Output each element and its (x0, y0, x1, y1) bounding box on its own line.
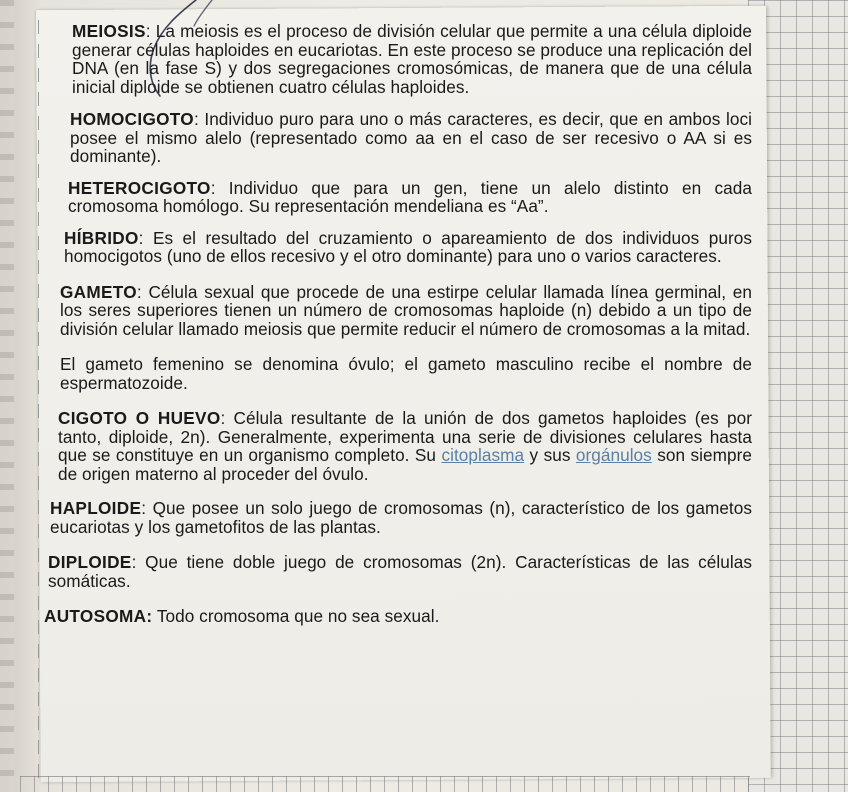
definition-haploide-text: : Que posee un solo juego de cromosomas (n), característico de los gametos eucariotas y los gametofitos de las plantas. (50, 498, 752, 537)
definition-hibrido-text: : Es el resultado del cruzamiento o apareamiento de dos individuos puros homocigotos (uno de ellos recesivo y el otro dominante) para uno o varios caracteres. (64, 227, 752, 266)
definition-gameto-text: : Célula sexual que procede de una estirpe celular llamada línea germinal, en los seres superiores tienen un número de cromosomas haploide (n) debido a un tipo de división celular llamado meiosis que permite reducir el número de cromosomas a la mitad. (60, 281, 752, 339)
link-citoplasma[interactable]: citoplasma (441, 445, 525, 465)
definition-diploide (48, 553, 752, 590)
definition-cigoto-text-1: : Célula resultante de la unión de dos gametos haploides (es por tanto, diploide, 2n). Generalmente, experimenta una serie de divisiones celulares hasta que se constituye en un organismo completo. Su (58, 408, 753, 465)
definition-heterocigoto (68, 179, 752, 216)
glossary-text (44, 21, 753, 638)
term-meiosis: MEIOSIS (72, 21, 146, 41)
term-hibrido: HÍBRIDO (64, 227, 139, 248)
term-gameto: GAMETO (60, 281, 137, 302)
definition-meiosis (72, 22, 752, 96)
definition-cigoto (58, 409, 752, 483)
definition-haploide (50, 499, 752, 536)
definition-homocigoto-text: : Individuo puro para uno o más caracteres, es decir, que en ambos loci posee el mismo alelo (representado como aa en el caso de ser recesivo o AA si es dominante). (70, 109, 752, 166)
gameto-note (60, 355, 752, 392)
term-diploide: DIPLOIDE (48, 552, 132, 572)
term-haploide: HAPLOIDE (50, 498, 142, 518)
definition-autosoma (44, 607, 752, 626)
definition-gameto (60, 283, 752, 339)
definition-meiosis-text: : La meiosis es el proceso de división celular que permite a una célula diploide generar células haploides en eucariotas. En este proceso se produce una replicación del DNA (en la fase S) y dos segregaciones cromosómicas, de manera que de una célula inicial diploide se obtienen cuatro células haploides. (72, 21, 752, 97)
term-cigoto: CIGOTO O HUEVO (58, 408, 221, 428)
definition-hibrido (64, 229, 752, 266)
definition-heterocigoto-text: : Individuo que para un gen, tiene un alelo distinto en cada cromosoma homólogo. Su representación mendeliana es “Aa”. (68, 177, 752, 216)
definition-cigoto-text-3: son siempre de origen materno al proceder del óvulo. (58, 445, 752, 484)
left-margin-rule (38, 20, 39, 780)
gameto-note-text: El gameto femenino se denomina óvulo; el gameto masculino recibe el nombre de espermatozoide. (60, 354, 752, 393)
definition-homocigoto (70, 110, 752, 166)
term-heterocigoto: HETEROCIGOTO (68, 177, 211, 198)
definition-autosoma-text: Todo cromosoma que no sea sexual. (152, 606, 440, 626)
bottom-ruler-edge (20, 776, 750, 792)
binder-edge (0, 0, 14, 792)
term-autosoma: AUTOSOMA: (44, 606, 153, 626)
definition-diploide-text: : Que tiene doble juego de cromosomas (2n). Características de las células somáticas. (48, 552, 752, 591)
definition-cigoto-text-2: y sus (524, 445, 576, 465)
term-homocigoto: HOMOCIGOTO (70, 109, 194, 129)
link-organulos[interactable]: orgánulos (575, 445, 652, 465)
